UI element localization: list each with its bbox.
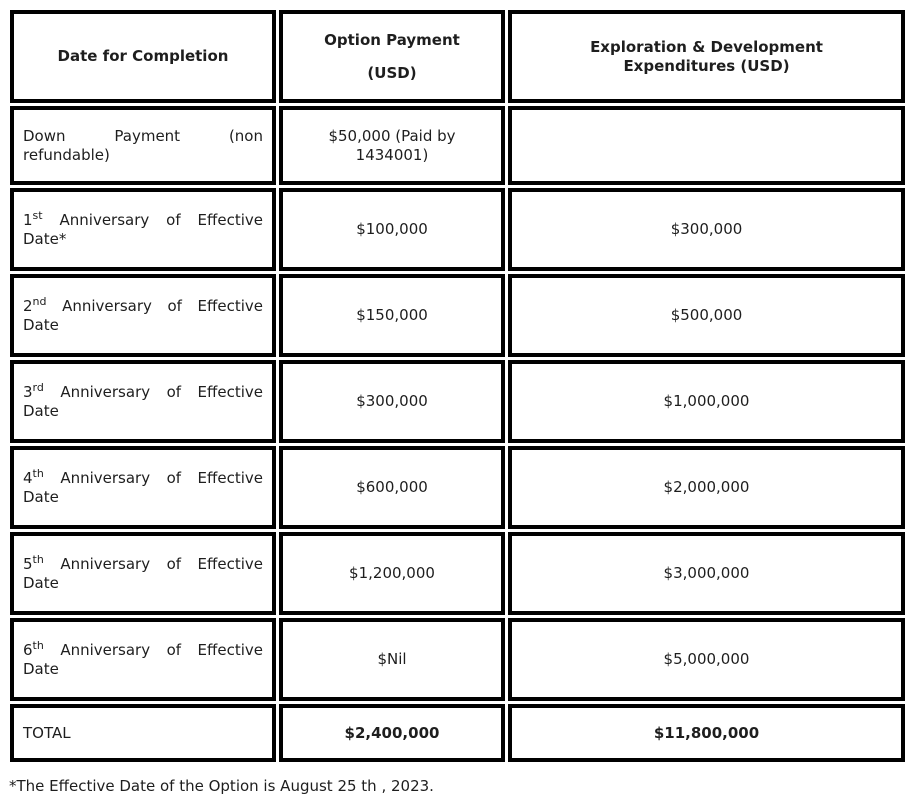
row-expenditure-cell (508, 106, 905, 185)
row-option-cell: $150,000 (279, 274, 505, 357)
date-text: Anniversary of Effective Date (23, 468, 263, 506)
row-date-cell (10, 360, 276, 443)
header-row (10, 10, 905, 103)
row-option-cell: $100,000 (279, 188, 505, 271)
date-text: Anniversary of Effective Date* (23, 210, 263, 248)
row-expenditure-cell: $2,000,000 (508, 446, 905, 529)
date-text: Anniversary of Effective Date (23, 382, 263, 420)
ordinal-number: 3 (23, 382, 33, 401)
row-option-text: $50,000 (Paid by 1434001) (328, 126, 456, 164)
row-option-cell: $300,000 (279, 360, 505, 443)
ordinal-number: 4 (23, 468, 33, 487)
ordinal-suffix: th (32, 552, 44, 566)
table-row (10, 618, 905, 701)
row-date-cell (10, 532, 276, 615)
row-date-cell (10, 274, 276, 357)
row-date-cell (10, 188, 276, 271)
row-date-cell (10, 446, 276, 529)
date-text: Anniversary of Effective Date (23, 554, 263, 592)
total-label: TOTAL (10, 704, 276, 762)
header-expenditures (508, 10, 905, 103)
option-payment-table (7, 7, 908, 765)
row-expenditure-cell: $3,000,000 (508, 532, 905, 615)
row-expenditure-cell: $300,000 (508, 188, 905, 271)
ordinal-suffix: th (32, 466, 44, 480)
ordinal-suffix: nd (32, 294, 47, 308)
table-row (10, 532, 905, 615)
row-option-cell: $600,000 (279, 446, 505, 529)
row-date-cell (10, 618, 276, 701)
row-expenditure-cell: $500,000 (508, 274, 905, 357)
ordinal-suffix: th (32, 638, 44, 652)
ordinal-suffix: rd (32, 380, 44, 394)
total-expenditure: $11,800,000 (508, 704, 905, 762)
row-option-cell: $1,200,000 (279, 532, 505, 615)
row-option-cell: $Nil (279, 618, 505, 701)
date-text: Anniversary of Effective Date (23, 640, 263, 678)
total-row (10, 704, 905, 762)
footnote: *The Effective Date of the Option is August 25 th , 2023. (9, 777, 434, 795)
row-expenditure-cell: $5,000,000 (508, 618, 905, 701)
ordinal-number: 2 (23, 296, 33, 315)
row-option-cell (279, 106, 505, 185)
ordinal-suffix: st (32, 208, 43, 222)
table-row (10, 274, 905, 357)
total-option: $2,400,000 (279, 704, 505, 762)
table-row (10, 188, 905, 271)
header-option-payment (279, 10, 505, 103)
row-expenditure-cell: $1,000,000 (508, 360, 905, 443)
ordinal-number: 1 (23, 210, 33, 229)
header-option-payment-line2: (USD) (367, 63, 417, 82)
header-option-payment-line1: Option Payment (324, 30, 460, 49)
ordinal-number: 5 (23, 554, 33, 573)
table-row (10, 360, 905, 443)
table-row (10, 446, 905, 529)
date-text: Anniversary of Effective Date (23, 296, 263, 334)
row-date-cell: Down Payment (non refundable) (10, 106, 276, 185)
header-expenditures-text: Exploration & Development Expenditures (USD) (590, 37, 823, 75)
header-date-for-completion: Date for Completion (10, 10, 276, 103)
ordinal-number: 6 (23, 640, 33, 659)
table-row (10, 106, 905, 185)
